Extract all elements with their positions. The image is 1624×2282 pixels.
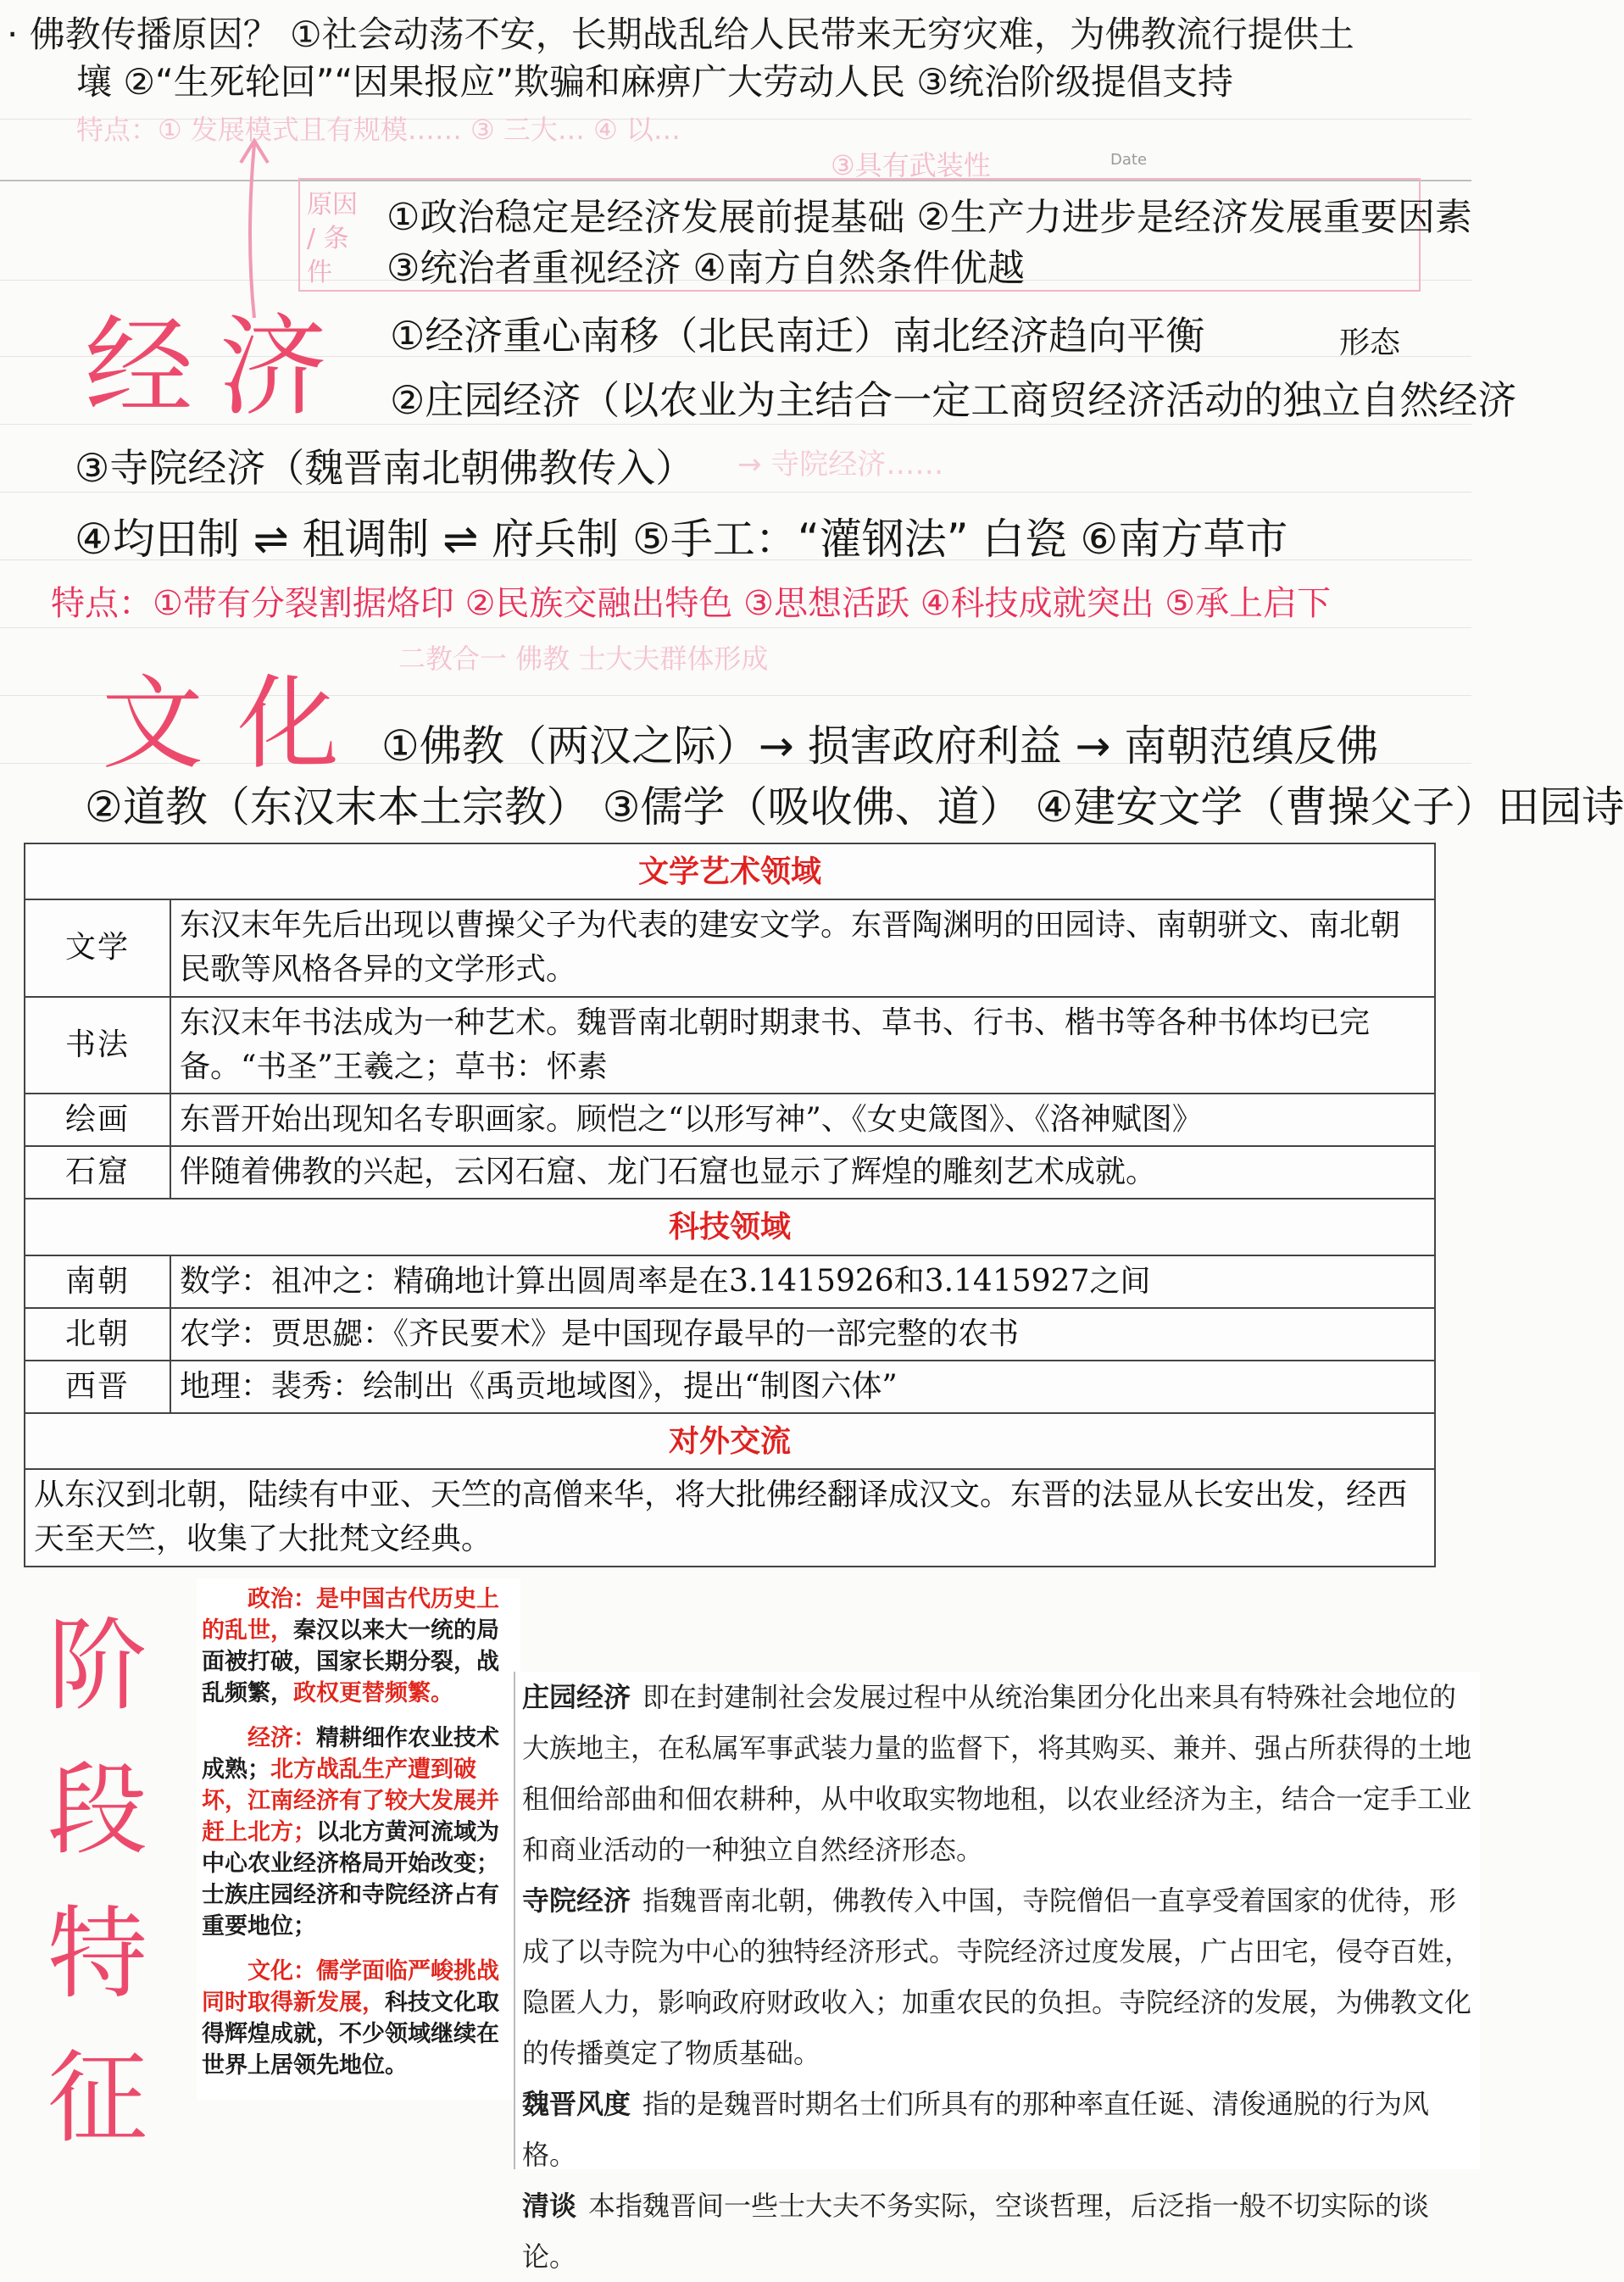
row-label: 书法	[25, 997, 170, 1094]
term-name: 魏晋风度	[522, 2088, 631, 2120]
note-line-1: · 佛教传播原因？ ①社会动荡不安，长期战乱给人民带来无穷灾难，为佛教流行提供土	[7, 14, 1354, 55]
culture-title: 文化	[102, 665, 373, 783]
politics-red-1: 是中国古代历史上的乱世，	[202, 1586, 499, 1644]
term-text: 即在封建制社会发展过程中从统治集团分化出来具有特殊社会地位的大族地主，在私属军事武装力量的监督下，将其购买、兼并、强占所获得的土地租佃给部曲和佃农耕种，从中收取实物地租，以农业经济为主，结合一定手工业和商业活动的一种独立自然经济形态。	[522, 1681, 1472, 1866]
row-text: 数学：祖冲之：精确地计算出圆周率是在3.1415926和3.1415927之间	[170, 1255, 1435, 1308]
table-row	[25, 1469, 1435, 1566]
term-text: 指魏晋南北朝，佛教传入中国，寺院僧侣一直享受着国家的优待，形成了以寺院为中心的独特经济形式。寺院经济过度发展，广占田宅，侵夺百姓，隐匿人力，影响政府财政收入；加重农民的负担。寺院经济的发展，为佛教文化的传播奠定了物质基础。	[522, 1884, 1472, 2069]
culture-item-2: ②道教（东汉末本土宗教） ③儒学（吸收佛、道） ④建安文学（曹操父子）田园诗	[85, 782, 1624, 832]
stage-features-box	[197, 1578, 520, 2100]
culture-label: 文化：	[247, 1958, 316, 1984]
econ-item-2: ②庄园经济（以农业为主结合一定工商贸经济活动的独立自然经济	[390, 377, 1517, 423]
term-text: 指的是魏晋时期名士们所具有的那种率直任诞、清俊通脱的行为风格。	[522, 2088, 1430, 2171]
section-foreign-exchange: 对外交流	[25, 1413, 1435, 1469]
culture-features: 特点：①带有分裂割据烙印 ②民族交融出特色 ③思想活跃 ④科技成就突出 ⑤承上启下	[51, 584, 1332, 623]
stage-culture	[202, 1956, 515, 2081]
reasons-line-1: ①政治稳定是经济发展前提基础 ②生产力进步是经济发展重要因素	[387, 196, 1472, 239]
economy-red: 北方战乱生产遭到破坏，江南经济有了较大发展并赶上北方；	[202, 1756, 499, 1845]
table-row	[25, 1361, 1435, 1413]
econ-item-1: ①经济重心南移（北民南迁）南北经济趋向平衡	[390, 313, 1205, 359]
section-literature-arts: 文学艺术领域	[25, 843, 1435, 899]
econ-form-note: 形态	[1339, 326, 1401, 360]
row-text: 地理：裴秀：绘制出《禹贡地域图》，提出“制图六体”	[170, 1361, 1435, 1413]
term-name: 清谈	[522, 2190, 577, 2222]
econ-item-3: ③寺院经济（魏晋南北朝佛教传入）	[75, 445, 695, 491]
faint-tedian-note: 特点：① 发展模式且有规模…… ③ 三大… ④ 以…	[76, 114, 681, 146]
row-label: 文学	[25, 899, 170, 996]
row-label: 绘画	[25, 1094, 170, 1146]
politics-text: 秦汉以来大一统的局面被打破，国家长期分裂，战乱频繁，	[202, 1617, 499, 1706]
row-text: 东晋开始出现知名专职画家。顾恺之“以形写神”、《女史箴图》、《洛神赋图》	[170, 1094, 1435, 1146]
term-item	[522, 2180, 1480, 2282]
date-label: Date	[1110, 151, 1148, 169]
culture-features-faint: 二教合一 佛教 士大夫群体形成	[398, 643, 769, 675]
stage-politics	[202, 1583, 515, 1709]
table-row	[25, 1308, 1435, 1361]
term-item	[522, 1875, 1480, 2079]
term-definitions	[514, 1672, 1480, 2273]
culture-text: 科技文化取得辉煌成就，不少领域继续在世界上居领先地位。	[202, 1990, 499, 2079]
econ-item-4: ④均田制 ⇌ 租调制 ⇌ 府兵制 ⑤手工：“灌钢法” 白瓷 ⑥南方草市	[75, 515, 1288, 564]
politics-label: 政治：	[247, 1586, 316, 1612]
table-row	[25, 899, 1435, 996]
row-label: 石窟	[25, 1146, 170, 1199]
term-item	[522, 1672, 1480, 1875]
stage-title: 阶段特征	[47, 1607, 148, 2157]
economy-text-2: 以北方黄河流域为中心农业经济格局开始改变；士族庄园经济和寺院经济占有重要地位；	[202, 1819, 499, 1940]
section-science-tech: 科技领域	[25, 1199, 1435, 1255]
term-name: 寺院经济	[522, 1884, 631, 1917]
table-row	[25, 997, 1435, 1094]
exchange-text: 从东汉到北朝，陆续有中亚、天竺的高僧来华，将大批佛经翻译成汉文。东晋的法显从长安出发，经西天至天竺，收集了大批梵文经典。	[25, 1469, 1435, 1566]
note-line-2: 壤 ②“生死轮回”“因果报应”欺骗和麻痹广大劳动人民 ③统治阶级提倡支持	[76, 61, 1234, 103]
row-text: 伴随着佛教的兴起，云冈石窟、龙门石窟也显示了辉煌的雕刻艺术成就。	[170, 1146, 1435, 1199]
economy-text-1: 精耕细作农业技术成熟；	[202, 1725, 499, 1783]
economy-title: 经济	[85, 304, 353, 431]
row-label: 北朝	[25, 1308, 170, 1361]
row-text: 农学：贾思勰：《齐民要术》是中国现存最早的一部完整的农书	[170, 1308, 1435, 1361]
term-name: 庄园经济	[522, 1681, 631, 1713]
term-text: 本指魏晋间一些士大夫不务实际，空谈哲理，后泛指一般不切实际的谈论。	[522, 2190, 1430, 2273]
politics-red-2: 政权更替频繁。	[293, 1680, 453, 1706]
term-item	[522, 2079, 1480, 2180]
culture-item-1: ①佛教（两汉之际）→ 损害政府利益 → 南朝范缜反佛	[381, 721, 1379, 771]
row-text: 东汉末年书法成为一种艺术。魏晋南北朝时期隶书、草书、行书、楷书等各种书体均已完备。“书圣”王羲之；草书：怀素	[170, 997, 1435, 1094]
culture-table	[24, 843, 1436, 1567]
reasons-line-2: ③统治者重视经济 ④南方自然条件优越	[387, 247, 1025, 290]
economy-label: 经济：	[247, 1725, 316, 1751]
table-row	[25, 1255, 1435, 1308]
row-label: 南朝	[25, 1255, 170, 1308]
row-text: 东汉末年先后出现以曹操父子为代表的建安文学。东晋陶渊明的田园诗、南朝骈文、南北朝民歌等风格各异的文学形式。	[170, 899, 1435, 996]
row-label: 西晋	[25, 1361, 170, 1413]
culture-red: 儒学面临严峻挑战同时取得新发展，	[202, 1958, 499, 2016]
table-row	[25, 1094, 1435, 1146]
reasons-label: 原因 / 条件	[307, 190, 358, 287]
faint-juyou-note: ③具有武装性	[831, 149, 991, 181]
econ-item-3-faint: → 寺院经济……	[737, 448, 944, 481]
stage-economy	[202, 1723, 515, 1942]
table-row	[25, 1146, 1435, 1199]
